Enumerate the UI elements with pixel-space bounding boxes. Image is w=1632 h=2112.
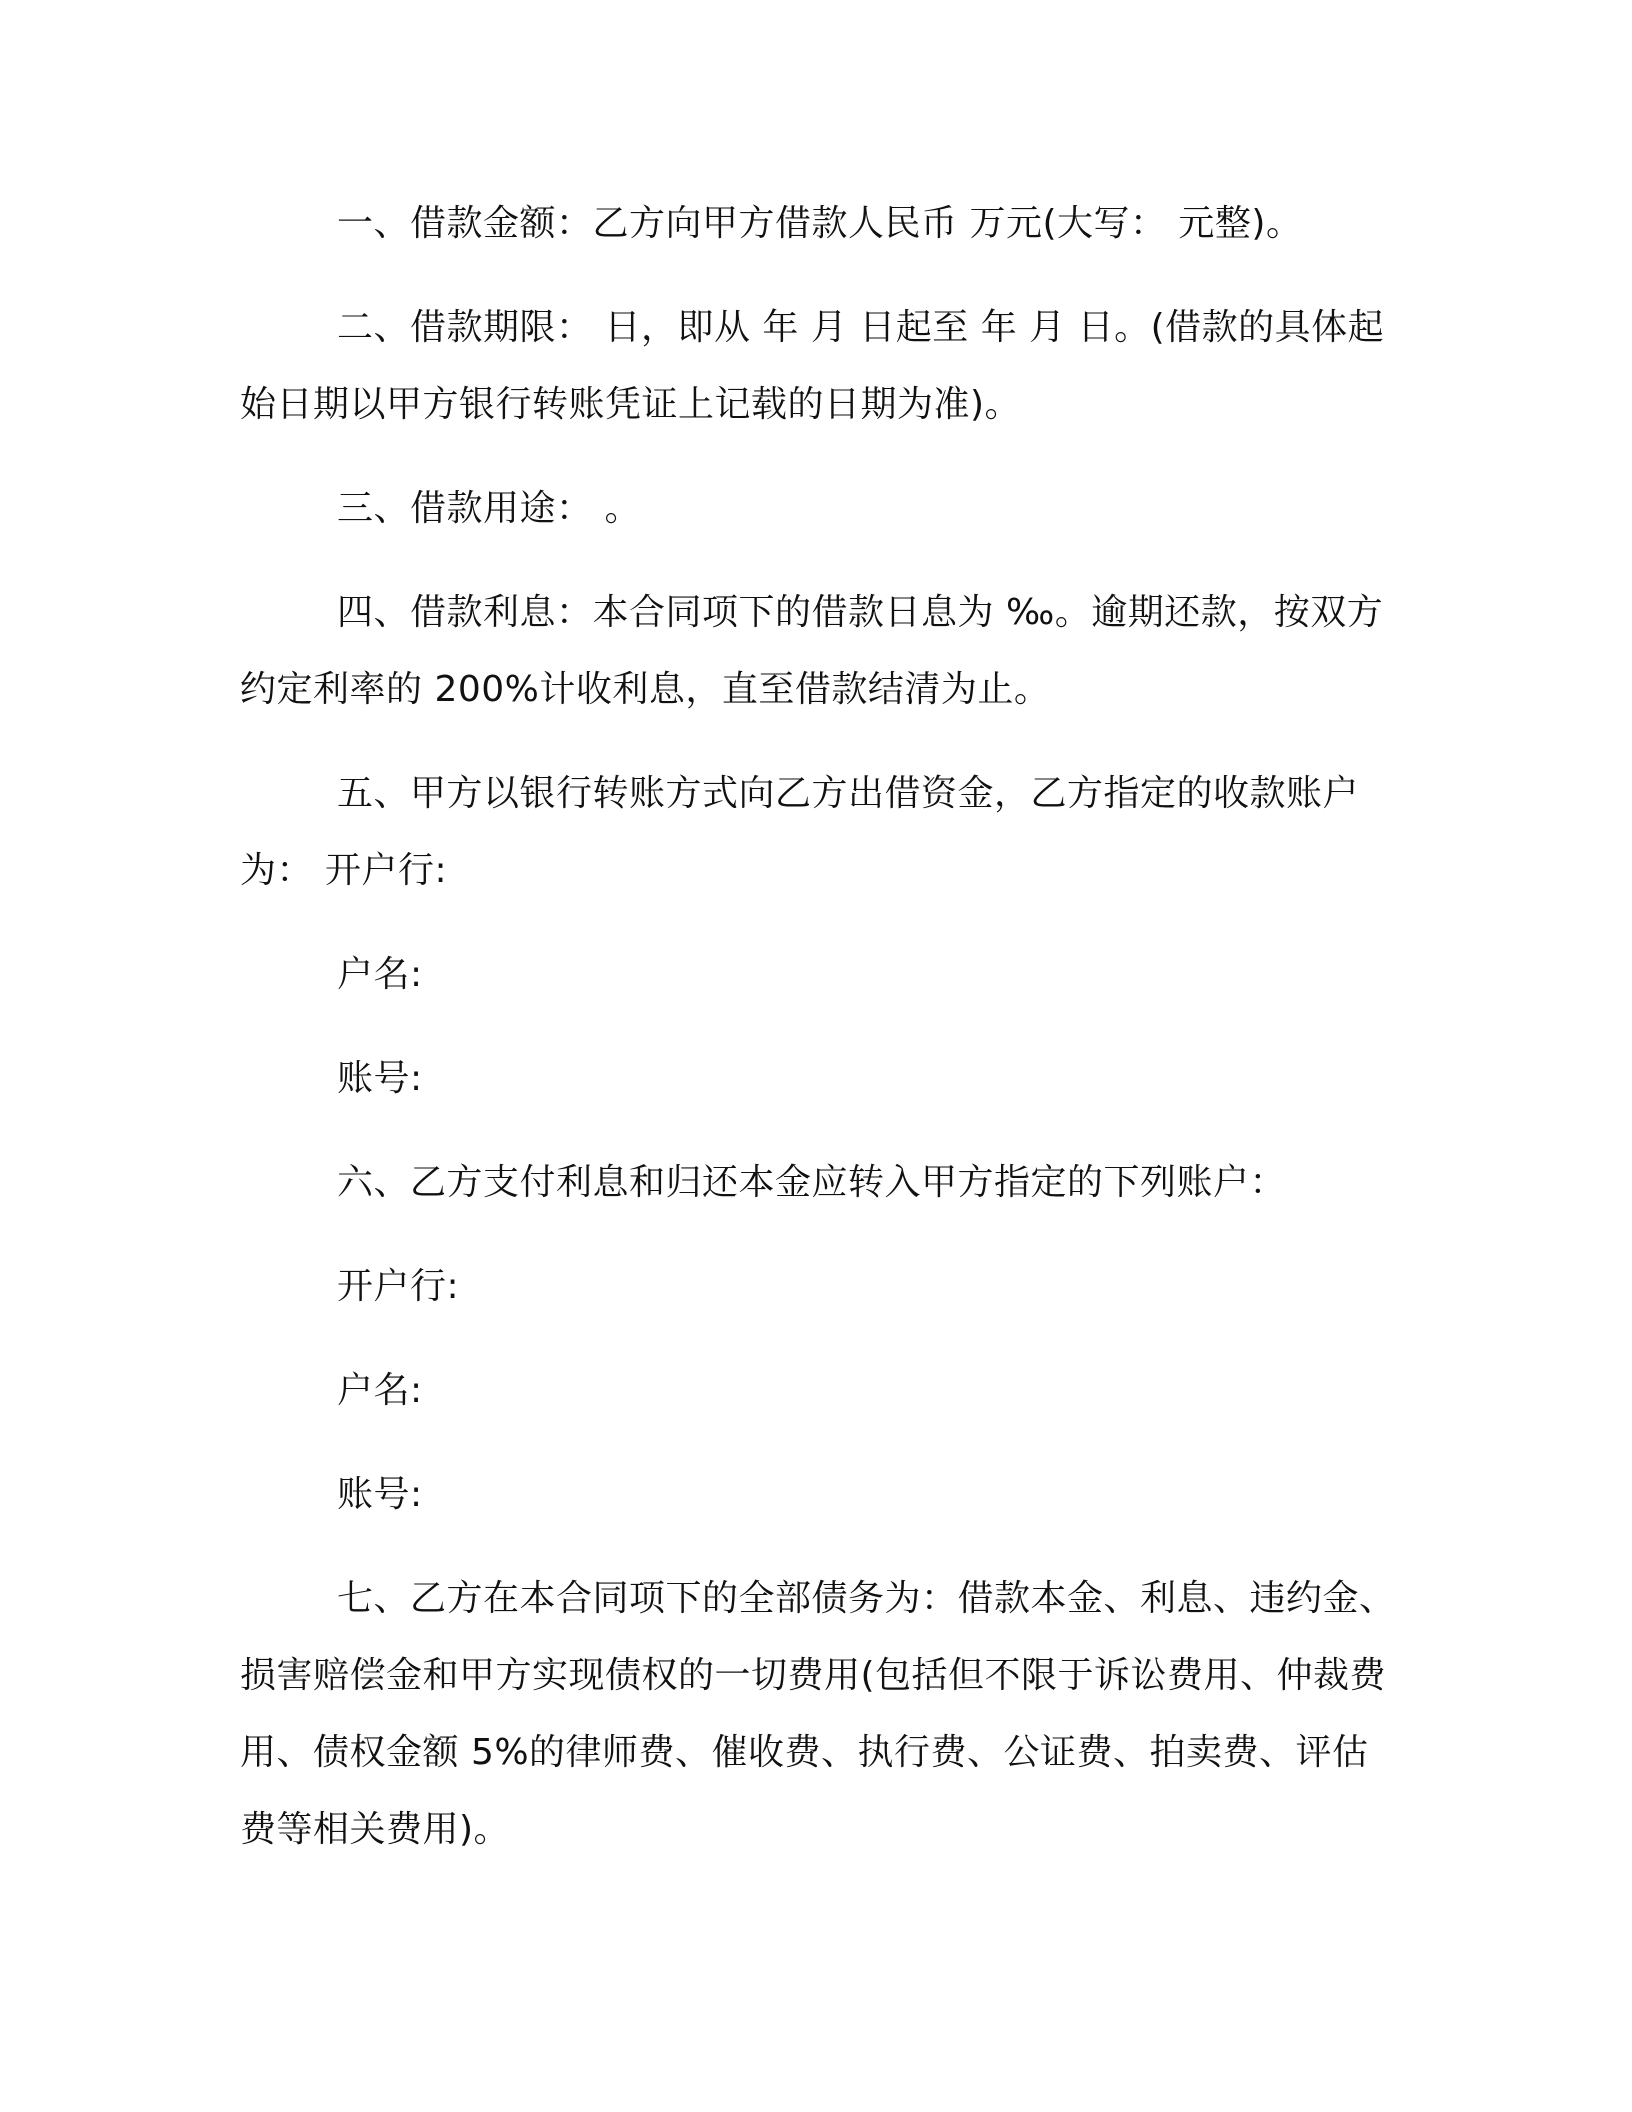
clause-2-loan-term: 二、借款期限： 日，即从 年 月 日起至 年 月 日。(借款的具体起始日期以甲方银行转账凭证上记载的日期为准)。 <box>240 307 1385 425</box>
clause-1-loan-amount: 一、借款金额：乙方向甲方借款人民币 万元(大写： 元整)。 <box>337 203 1303 244</box>
clause-5-receiving-account: 五、甲方以银行转账方式向乙方出借资金，乙方指定的收款账户为： 开户行: <box>240 773 1360 891</box>
receiving-account-number: 账号: <box>337 1058 423 1099</box>
clause-4-loan-interest: 四、借款利息：本合同项下的借款日息为 ‰。逾期还款，按双方约定利率的 200%计收利息，直至借款结清为止。 <box>240 592 1384 710</box>
clause-3-loan-purpose: 三、借款用途： 。 <box>337 488 641 529</box>
clause-7-total-debts: 七、乙方在本合同项下的全部债务为：借款本金、利息、违约金、损害赔偿金和甲方实现债权的一切费用(包括但不限于诉讼费用、仲裁费用、债权金额 5%的律师费、催收费、执行费、公证费、拍卖费、评估费等相关费用)。 <box>240 1578 1396 1850</box>
repayment-account-number: 账号: <box>337 1474 423 1515</box>
receiving-account-name: 户名: <box>337 954 423 995</box>
repayment-account-bank: 开户行: <box>337 1266 460 1307</box>
repayment-account-name: 户名: <box>337 1370 423 1411</box>
clause-6-repayment-account: 六、乙方支付利息和归还本金应转入甲方指定的下列账户： <box>337 1162 1287 1203</box>
document-body <box>240 185 1400 1895</box>
